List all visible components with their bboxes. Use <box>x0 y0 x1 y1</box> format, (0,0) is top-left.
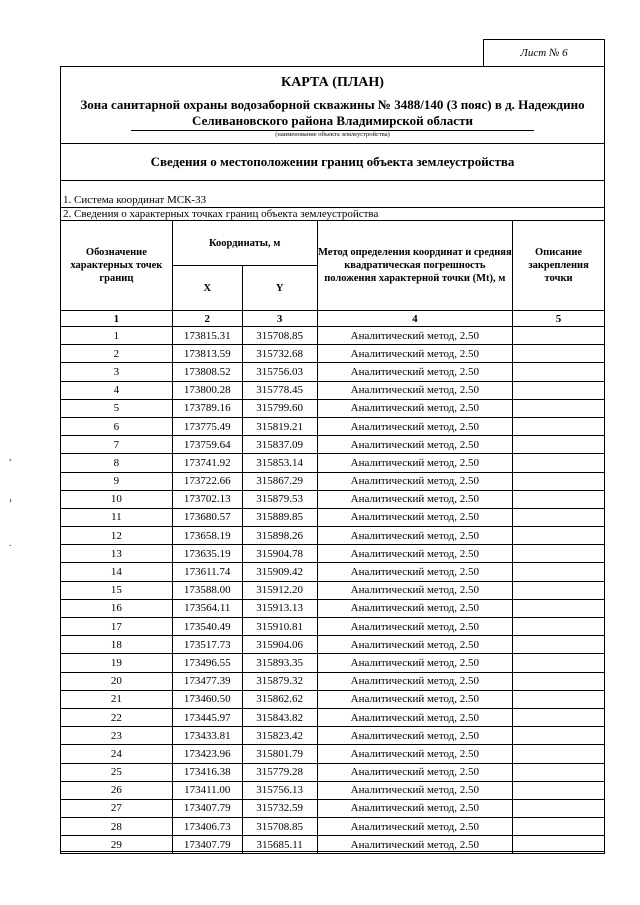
x-coordinate-cell: 173433.81 <box>172 727 242 745</box>
document-frame <box>60 66 605 852</box>
description-cell <box>513 618 605 636</box>
method-cell: Аналитический метод, 2.50 <box>317 672 513 690</box>
description-cell <box>513 599 605 617</box>
x-coordinate-cell: 173702.13 <box>172 490 242 508</box>
x-coordinate-cell: 173775.49 <box>172 417 242 435</box>
method-cell: Аналитический метод, 2.50 <box>317 381 513 399</box>
description-cell <box>513 672 605 690</box>
description-cell <box>513 545 605 563</box>
y-coordinate-cell: 315912.20 <box>242 581 317 599</box>
table-row <box>61 508 605 526</box>
point-number-cell: 11 <box>61 508 173 526</box>
coordinate-system-line: 1. Система координат МСК-33 <box>61 181 604 208</box>
points-heading: 2. Сведения о характерных точках границ объекта землеустройства <box>63 208 379 220</box>
method-cell: Аналитический метод, 2.50 <box>317 436 513 454</box>
points-table-body <box>61 327 605 854</box>
y-coordinate-cell: 315862.62 <box>242 690 317 708</box>
description-cell <box>513 727 605 745</box>
point-number-cell: 19 <box>61 654 173 672</box>
description-cell <box>513 472 605 490</box>
header-description: Описание закрепления точки <box>513 221 605 311</box>
y-coordinate-cell: 315732.59 <box>242 799 317 817</box>
document-header <box>61 67 604 144</box>
y-coordinate-cell: 315867.29 <box>242 472 317 490</box>
margin-mark: › <box>9 495 12 505</box>
points-table <box>60 220 605 854</box>
description-cell <box>513 381 605 399</box>
method-cell: Аналитический метод, 2.50 <box>317 599 513 617</box>
y-coordinate-cell: 315879.32 <box>242 672 317 690</box>
method-cell: Аналитический метод, 2.50 <box>317 363 513 381</box>
method-cell: Аналитический метод, 2.50 <box>317 727 513 745</box>
point-number-cell: 26 <box>61 781 173 799</box>
point-number-cell: 6 <box>61 417 173 435</box>
method-cell: Аналитический метод, 2.50 <box>317 472 513 490</box>
x-coordinate-cell: 173517.73 <box>172 636 242 654</box>
y-coordinate-cell: 315909.42 <box>242 563 317 581</box>
x-coordinate-cell: 173477.39 <box>172 672 242 690</box>
point-number-cell: 4 <box>61 381 173 399</box>
x-coordinate-cell: 173800.28 <box>172 381 242 399</box>
table-row <box>61 527 605 545</box>
description-cell <box>513 818 605 836</box>
method-cell: Аналитический метод, 2.50 <box>317 581 513 599</box>
y-coordinate-cell: 315843.82 <box>242 708 317 726</box>
description-cell <box>513 654 605 672</box>
table-row <box>61 781 605 799</box>
method-cell: Аналитический метод, 2.50 <box>317 654 513 672</box>
y-coordinate-cell: 315904.78 <box>242 545 317 563</box>
table-row <box>61 454 605 472</box>
table-row <box>61 690 605 708</box>
method-cell: Аналитический метод, 2.50 <box>317 799 513 817</box>
y-coordinate-cell: 315853.14 <box>242 454 317 472</box>
point-number-cell: 13 <box>61 545 173 563</box>
column-number: 1 <box>61 311 173 327</box>
margin-mark: , <box>9 452 12 462</box>
x-coordinate-cell: 173445.97 <box>172 708 242 726</box>
y-coordinate-cell: 315778.45 <box>242 381 317 399</box>
description-cell <box>513 490 605 508</box>
x-coordinate-cell: 173460.50 <box>172 690 242 708</box>
x-coordinate-cell: 173611.74 <box>172 563 242 581</box>
x-coordinate-cell: 173759.64 <box>172 436 242 454</box>
method-cell: Аналитический метод, 2.50 <box>317 763 513 781</box>
point-number-cell: 3 <box>61 363 173 381</box>
point-number-cell: 15 <box>61 581 173 599</box>
point-number-cell: 2 <box>61 345 173 363</box>
method-cell: Аналитический метод, 2.50 <box>317 836 513 854</box>
table-row <box>61 636 605 654</box>
point-number-cell: 14 <box>61 563 173 581</box>
x-coordinate-cell: 173496.55 <box>172 654 242 672</box>
y-coordinate-cell: 315889.85 <box>242 508 317 526</box>
section-title: Сведения о местоположении границ объекта землеустройства <box>61 144 604 181</box>
description-cell <box>513 436 605 454</box>
table-row <box>61 436 605 454</box>
y-coordinate-cell: 315756.03 <box>242 363 317 381</box>
y-coordinate-cell: 315779.28 <box>242 763 317 781</box>
method-cell: Аналитический метод, 2.50 <box>317 781 513 799</box>
description-cell <box>513 708 605 726</box>
point-number-cell: 10 <box>61 490 173 508</box>
table-row <box>61 654 605 672</box>
method-cell: Аналитический метод, 2.50 <box>317 745 513 763</box>
sheet-number: Лист № 6 <box>520 47 568 59</box>
x-coordinate-cell: 173808.52 <box>172 363 242 381</box>
table-row <box>61 581 605 599</box>
header-point: Обозначение характерных точек границ <box>61 221 173 311</box>
y-coordinate-cell: 315893.35 <box>242 654 317 672</box>
description-cell <box>513 399 605 417</box>
y-coordinate-cell: 315685.11 <box>242 836 317 854</box>
point-number-cell: 17 <box>61 618 173 636</box>
method-cell: Аналитический метод, 2.50 <box>317 708 513 726</box>
y-coordinate-cell: 315756.13 <box>242 781 317 799</box>
header-method: Метод определения координат и средняя квадратическая погрешность положения характерной точки (Mt), м <box>317 221 513 311</box>
x-coordinate-cell: 173588.00 <box>172 581 242 599</box>
description-cell <box>513 745 605 763</box>
x-coordinate-cell: 173722.66 <box>172 472 242 490</box>
header-x: X <box>172 266 242 311</box>
point-number-cell: 7 <box>61 436 173 454</box>
y-coordinate-cell: 315904.06 <box>242 636 317 654</box>
column-number: 4 <box>317 311 513 327</box>
sheet-number-box <box>483 39 605 67</box>
point-number-cell: 22 <box>61 708 173 726</box>
method-cell: Аналитический метод, 2.50 <box>317 690 513 708</box>
x-coordinate-cell: 173680.57 <box>172 508 242 526</box>
header-coordinates: Координаты, м <box>172 221 317 266</box>
description-cell <box>513 636 605 654</box>
point-number-cell: 5 <box>61 399 173 417</box>
subtitle-underline <box>131 130 534 131</box>
y-coordinate-cell: 315799.60 <box>242 399 317 417</box>
point-number-cell: 23 <box>61 727 173 745</box>
point-number-cell: 27 <box>61 799 173 817</box>
x-coordinate-cell: 173658.19 <box>172 527 242 545</box>
point-number-cell: 25 <box>61 763 173 781</box>
x-coordinate-cell: 173564.11 <box>172 599 242 617</box>
x-coordinate-cell: 173635.19 <box>172 545 242 563</box>
point-number-cell: 12 <box>61 527 173 545</box>
table-row <box>61 599 605 617</box>
table-row <box>61 363 605 381</box>
method-cell: Аналитический метод, 2.50 <box>317 454 513 472</box>
description-cell <box>513 363 605 381</box>
table-row <box>61 708 605 726</box>
column-number: 2 <box>172 311 242 327</box>
method-cell: Аналитический метод, 2.50 <box>317 490 513 508</box>
x-coordinate-cell: 173540.49 <box>172 618 242 636</box>
y-coordinate-cell: 315879.53 <box>242 490 317 508</box>
description-cell <box>513 508 605 526</box>
method-cell: Аналитический метод, 2.50 <box>317 545 513 563</box>
method-cell: Аналитический метод, 2.50 <box>317 563 513 581</box>
x-coordinate-cell: 173813.59 <box>172 345 242 363</box>
table-row <box>61 763 605 781</box>
description-cell <box>513 781 605 799</box>
description-cell <box>513 763 605 781</box>
column-number: 5 <box>513 311 605 327</box>
table-row <box>61 417 605 435</box>
x-coordinate-cell: 173406.73 <box>172 818 242 836</box>
subtitle-caption: (наименование объекта землеустройства) <box>275 131 390 138</box>
table-row <box>61 799 605 817</box>
y-coordinate-cell: 315898.26 <box>242 527 317 545</box>
x-coordinate-cell: 173407.79 <box>172 799 242 817</box>
description-cell <box>513 836 605 854</box>
method-cell: Аналитический метод, 2.50 <box>317 345 513 363</box>
description-cell <box>513 345 605 363</box>
table-row <box>61 399 605 417</box>
description-cell <box>513 417 605 435</box>
point-number-cell: 28 <box>61 818 173 836</box>
method-cell: Аналитический метод, 2.50 <box>317 818 513 836</box>
x-coordinate-cell: 173741.92 <box>172 454 242 472</box>
description-cell <box>513 454 605 472</box>
table-row <box>61 818 605 836</box>
method-cell: Аналитический метод, 2.50 <box>317 327 513 345</box>
table-row <box>61 327 605 345</box>
description-cell <box>513 799 605 817</box>
table-row <box>61 472 605 490</box>
point-number-cell: 1 <box>61 327 173 345</box>
method-cell: Аналитический метод, 2.50 <box>317 618 513 636</box>
table-row <box>61 381 605 399</box>
method-cell: Аналитический метод, 2.50 <box>317 417 513 435</box>
description-cell <box>513 327 605 345</box>
document-subtitle: Зона санитарной охраны водозаборной скважины № 3488/140 (3 пояс) в д. Надеждино Селивановского района Владимирской области <box>80 97 585 128</box>
y-coordinate-cell: 315837.09 <box>242 436 317 454</box>
method-cell: Аналитический метод, 2.50 <box>317 527 513 545</box>
y-coordinate-cell: 315732.68 <box>242 345 317 363</box>
point-number-cell: 8 <box>61 454 173 472</box>
method-cell: Аналитический метод, 2.50 <box>317 399 513 417</box>
column-number: 3 <box>242 311 317 327</box>
point-number-cell: 21 <box>61 690 173 708</box>
table-row <box>61 618 605 636</box>
margin-mark: . <box>9 538 12 548</box>
description-cell <box>513 581 605 599</box>
description-cell <box>513 527 605 545</box>
y-coordinate-cell: 315823.42 <box>242 727 317 745</box>
document-title: КАРТА (ПЛАН) <box>281 75 384 90</box>
description-cell <box>513 563 605 581</box>
table-row <box>61 836 605 854</box>
y-coordinate-cell: 315910.81 <box>242 618 317 636</box>
table-row <box>61 563 605 581</box>
x-coordinate-cell: 173407.79 <box>172 836 242 854</box>
point-number-cell: 29 <box>61 836 173 854</box>
table-row <box>61 545 605 563</box>
point-number-cell: 9 <box>61 472 173 490</box>
table-row <box>61 345 605 363</box>
table-row <box>61 490 605 508</box>
description-cell <box>513 690 605 708</box>
x-coordinate-cell: 173789.16 <box>172 399 242 417</box>
y-coordinate-cell: 315913.13 <box>242 599 317 617</box>
point-number-cell: 20 <box>61 672 173 690</box>
point-number-cell: 24 <box>61 745 173 763</box>
table-row <box>61 672 605 690</box>
x-coordinate-cell: 173416.38 <box>172 763 242 781</box>
method-cell: Аналитический метод, 2.50 <box>317 636 513 654</box>
y-coordinate-cell: 315708.85 <box>242 818 317 836</box>
y-coordinate-cell: 315819.21 <box>242 417 317 435</box>
y-coordinate-cell: 315801.79 <box>242 745 317 763</box>
header-y: Y <box>242 266 317 311</box>
point-number-cell: 18 <box>61 636 173 654</box>
x-coordinate-cell: 173411.00 <box>172 781 242 799</box>
table-row <box>61 745 605 763</box>
point-number-cell: 16 <box>61 599 173 617</box>
table-row <box>61 727 605 745</box>
x-coordinate-cell: 173815.31 <box>172 327 242 345</box>
method-cell: Аналитический метод, 2.50 <box>317 508 513 526</box>
y-coordinate-cell: 315708.85 <box>242 327 317 345</box>
x-coordinate-cell: 173423.96 <box>172 745 242 763</box>
